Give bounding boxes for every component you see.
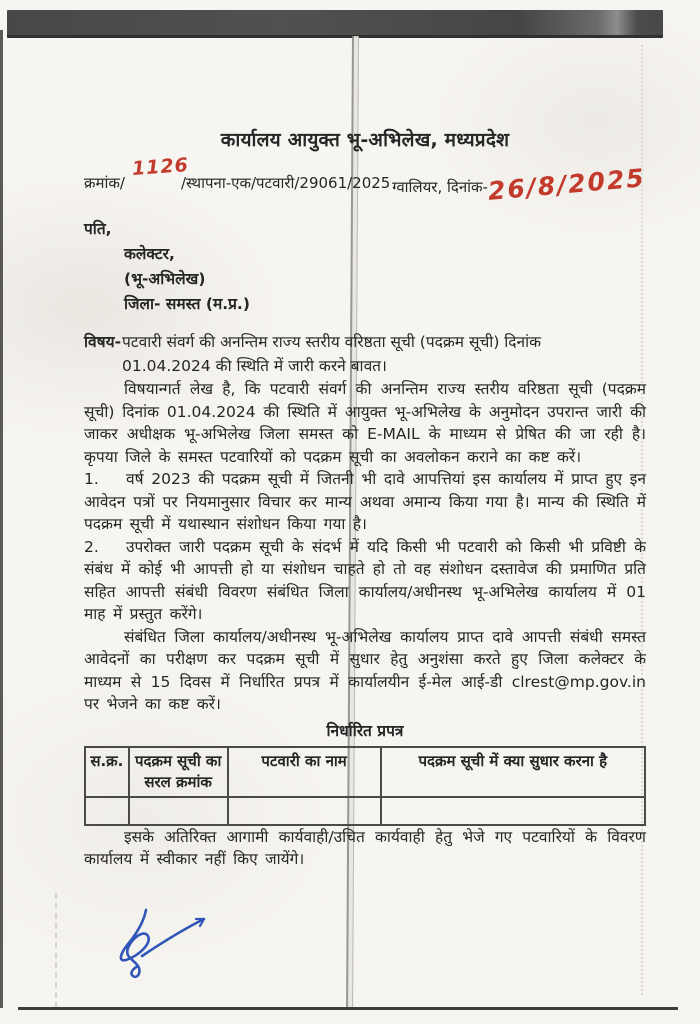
addressee-block	[124, 242, 646, 317]
addressee-line: कलेक्टर,	[124, 245, 175, 263]
form-title: निर्धारित प्रपत्र	[326, 721, 404, 740]
reference-line	[84, 154, 647, 206]
scan-edge-left	[0, 30, 3, 1008]
scan-edge-bottom	[18, 1007, 678, 1010]
body-paragraph-1: विषयान्गर्त लेख है, कि पटवारी संवर्ग की अनन्तिम राज्य स्तरीय वरिष्ठता सूची (पदक्रम सूची) दिनांक 01.04.2024 की स्थिति में आयुक्त भू-अभिलेख के अनुमोदन उपरान्त जारी की जाकर अधीक्षक भू-अभिलेख जिला समस्त को E-MAIL के माध्यम से प्रेषित की जा रही है। कृपया जिले के समस्त पटवारियों को पदक्रम सूची का अवलोकन कराने का कष्ट करें।	[84, 380, 646, 466]
body-point-1: 1. वर्ष 2023 की पदक्रम सूची में जितनी भी दावे आपत्तियां इस कार्यालय में प्राप्त हुए इन आवेदन पत्रों पर नियमानुसार विचार कर मान्य अथवा अमान्य किया गया है। मान्य की स्थिति में पदक्रम सूची में यथास्थान संशोधन किया गया है।	[84, 470, 646, 533]
letter-content	[84, 126, 646, 871]
addressee-line: (भू-अभिलेख)	[124, 270, 206, 288]
subject-block	[84, 330, 646, 378]
salutation: पति,	[84, 220, 112, 238]
table-header-row	[85, 747, 645, 797]
closing-paragraph: इसके अतिरिक्त आगामी कार्यवाही/उचित कार्यवाही हेतु भेजे गए पटवारियों के विवरण कार्यालय में स्वीकार नहीं किए जायेंगे।	[84, 827, 646, 868]
table-cell	[85, 797, 129, 825]
table-header-serial: स.क्र.	[85, 747, 129, 797]
handwritten-ref-number: 1126	[131, 154, 190, 180]
table-cell	[381, 797, 645, 825]
handwritten-date: 26/8/2025	[486, 163, 647, 206]
office-title: कार्यालय आयुक्त भू-अभिलेख, मध्यप्रदेश	[220, 129, 510, 151]
table-header-correction: पदक्रम सूची में क्या सुधार करना है	[381, 747, 645, 797]
perforation-line-left	[55, 893, 57, 1008]
point-number: 1.	[84, 470, 99, 488]
table-cell	[228, 797, 381, 825]
point-number: 2.	[84, 537, 99, 556]
table-row	[85, 797, 645, 825]
subject-label: विषय-	[84, 333, 122, 351]
scan-edge-band-top	[7, 10, 663, 38]
table-header-list-number: पदक्रम सूची का सरल क्रमांक	[129, 747, 228, 797]
signature	[108, 898, 218, 990]
prescribed-format-table	[84, 746, 646, 826]
reference-number: क्रमांक/ /स्थापना-एक/पटवारी/29061/2025 1126	[84, 154, 391, 192]
body-paragraph-2: संबंधित जिला कार्यालय/अधीनस्थ भू-अभिलेख कार्यालय प्राप्त दावे आपत्ती संबंधी समस्त आवेदनों का परीक्षण कर पदक्रम सूची में सुधार हेतु अनुशंसा करते हुए जिला कलेक्टर के माध्यम से 15 दिवस में निर्धारित प्रपत्र में कार्यालयीन ई-मेल आई-डी clrest@mp.gov.in पर भेजने का कष्ट करें।	[84, 627, 646, 713]
addressee-line: जिला- समस्त (म.प्र.)	[124, 295, 250, 313]
place-and-date: ग्वालियर, दिनांक-26/8/2025	[392, 163, 647, 206]
table-cell	[129, 797, 228, 825]
subject-text: पटवारी संवर्ग की अनन्तिम राज्य स्तरीय वरिष्ठता सूची (पदक्रम सूची) दिनांक 01.04.2024 की स्थिति में जारी करने बावत।	[122, 333, 542, 375]
table-header-patwari-name: पटवारी का नाम	[228, 747, 381, 797]
body-point-2: 2. उपरोक्त जारी पदक्रम सूची के संदर्भ में यदि किसी भी पटवारी को किसी भी प्रविष्टी के संबंध में कोई भी आपत्ती हो या संशोधन चाहते हो तो वह संशोधन दस्तावेज की प्रमाणित प्रति सहित आपत्ती संबंधी विवरण संबंधित जिला कार्यालय/अधीनस्थ भू-अभिलेख कार्यालय में 01 माह में प्रस्तुत करेंगे।	[84, 537, 646, 623]
